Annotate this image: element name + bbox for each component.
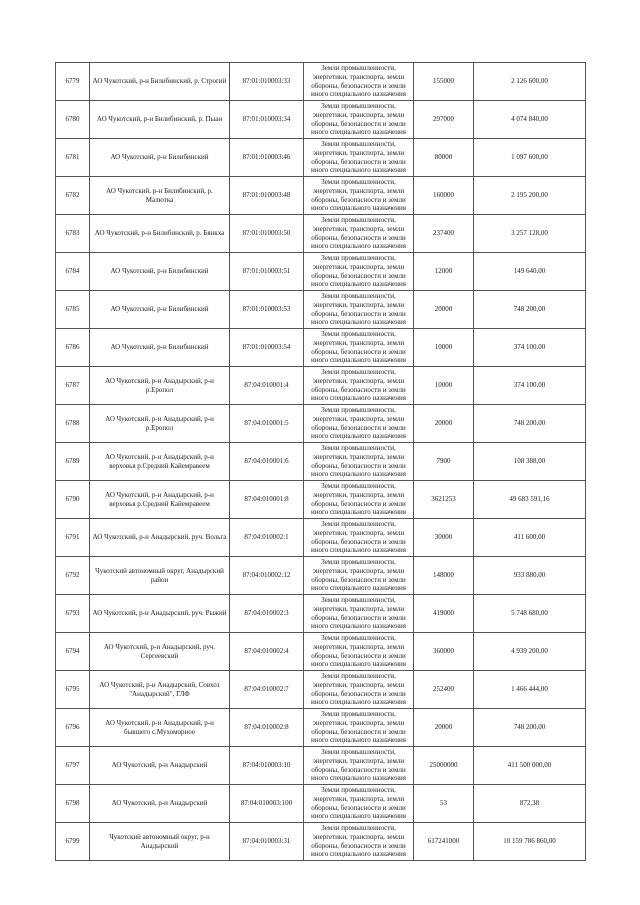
area-cell: 25000000	[414, 747, 474, 785]
table-row	[56, 367, 586, 405]
area-cell: 10000	[414, 329, 474, 367]
table-row	[56, 671, 586, 709]
area-cell: 360000	[414, 633, 474, 671]
location-cell: АО Чукотский, р-н Анадырский, Совхоз "Анадырский", ГЛФ	[90, 671, 230, 709]
land-category-cell: Земли промышленности, энергетики, транспорта, земли обороны, безопасности и земли иного специального назначения	[304, 63, 414, 101]
row-number-cell: 6788	[56, 405, 90, 443]
area-cell: 20000	[414, 709, 474, 747]
cadastral-number-cell: 87:04:010003:100	[230, 785, 304, 823]
land-category-cell: Земли промышленности, энергетики, транспорта, земли обороны, безопасности и земли иного специального назначения	[304, 481, 414, 519]
cadastral-number-cell: 87:01:010003:53	[230, 291, 304, 329]
cadastral-number-cell: 87:04:010002:3	[230, 595, 304, 633]
land-category-cell: Земли промышленности, энергетики, транспорта, земли обороны, безопасности и земли иного специального назначения	[304, 671, 414, 709]
table-row	[56, 785, 586, 823]
table-row	[56, 557, 586, 595]
cadastral-number-cell: 87:04:010001:4	[230, 367, 304, 405]
table-row	[56, 101, 586, 139]
cadastral-number-cell: 87:01:010003:51	[230, 253, 304, 291]
table-row	[56, 215, 586, 253]
cadastral-number-cell: 87:04:010003:10	[230, 747, 304, 785]
location-cell: АО Чукотский, р-н Билибинский, р. Бянкха	[90, 215, 230, 253]
location-cell: АО Чукотский, р-н Анадырский	[90, 747, 230, 785]
location-cell: АО Чукотский, р-н Анадырский, руч. Рыжий	[90, 595, 230, 633]
row-number-cell: 6792	[56, 557, 90, 595]
location-cell: АО Чукотский, р-н Билибинский, р. Строгий	[90, 63, 230, 101]
area-cell: 617241000	[414, 823, 474, 861]
location-cell: АО Чукотский, р-н Анадырский, р-н р.Еропол	[90, 405, 230, 443]
row-number-cell: 6791	[56, 519, 90, 557]
value-cell: 933 880,00	[474, 557, 586, 595]
area-cell: 3621253	[414, 481, 474, 519]
land-category-cell: Земли промышленности, энергетики, транспорта, земли обороны, безопасности и земли иного специального назначения	[304, 215, 414, 253]
area-cell: 155000	[414, 63, 474, 101]
value-cell: 4 074 840,00	[474, 101, 586, 139]
location-cell: АО Чукотский, р-н Билибинский	[90, 329, 230, 367]
area-cell: 7900	[414, 443, 474, 481]
cadastral-number-cell: 87:04:010002:1	[230, 519, 304, 557]
land-category-cell: Земли промышленности, энергетики, транспорта, земли обороны, безопасности и земли иного специального назначения	[304, 291, 414, 329]
land-category-cell: Земли промышленности, энергетики, транспорта, земли обороны, безопасности и земли иного специального назначения	[304, 823, 414, 861]
cadastral-number-cell: 87:01:010003:48	[230, 177, 304, 215]
cadastral-number-cell: 87:04:010002:4	[230, 633, 304, 671]
value-cell: 748 200,00	[474, 709, 586, 747]
land-category-cell: Земли промышленности, энергетики, транспорта, земли обороны, безопасности и земли иного специального назначения	[304, 785, 414, 823]
table-row	[56, 405, 586, 443]
cadastral-number-cell: 87:01:010003:50	[230, 215, 304, 253]
table-row	[56, 443, 586, 481]
land-category-cell: Земли промышленности, энергетики, транспорта, земли обороны, безопасности и земли иного специального назначения	[304, 101, 414, 139]
row-number-cell: 6786	[56, 329, 90, 367]
table-row	[56, 747, 586, 785]
cadastral-number-cell: 87:04:010002:8	[230, 709, 304, 747]
location-cell: АО Чукотский, р-н Анадырский, р-н верховья р.Средний Кайемравеем	[90, 481, 230, 519]
location-cell: АО Чукотский, р-н Анадырский, руч. Сергеевский	[90, 633, 230, 671]
cadastral-number-cell: 87:04:010001:5	[230, 405, 304, 443]
value-cell: 3 257 128,00	[474, 215, 586, 253]
row-number-cell: 6793	[56, 595, 90, 633]
area-cell: 252400	[414, 671, 474, 709]
land-category-cell: Земли промышленности, энергетики, транспорта, земли обороны, безопасности и земли иного специального назначения	[304, 557, 414, 595]
value-cell: 1 466 444,00	[474, 671, 586, 709]
location-cell: АО Чукотский, р-н Анадырский, р-н бывшего с.Мухоморное	[90, 709, 230, 747]
land-category-cell: Земли промышленности, энергетики, транспорта, земли обороны, безопасности и земли иного специального назначения	[304, 595, 414, 633]
location-cell: Чукотский автономный округ, р-н Анадырский	[90, 823, 230, 861]
value-cell: 411 600,00	[474, 519, 586, 557]
area-cell: 20000	[414, 291, 474, 329]
land-parcels-table	[55, 62, 586, 861]
table-row	[56, 823, 586, 861]
value-cell: 872,38	[474, 785, 586, 823]
location-cell: АО Чукотский, р-н Билибинский	[90, 291, 230, 329]
value-cell: 4 939 200,00	[474, 633, 586, 671]
value-cell: 149 640,00	[474, 253, 586, 291]
land-category-cell: Земли промышленности, энергетики, транспорта, земли обороны, безопасности и земли иного специального назначения	[304, 329, 414, 367]
table-row	[56, 519, 586, 557]
value-cell: 748 200,00	[474, 291, 586, 329]
land-category-cell: Земли промышленности, энергетики, транспорта, земли обороны, безопасности и земли иного специального назначения	[304, 747, 414, 785]
location-cell: АО Чукотский, р-н Билибинский, р. Пыан	[90, 101, 230, 139]
table-row	[56, 291, 586, 329]
area-cell: 419000	[414, 595, 474, 633]
value-cell: 1 097 600,00	[474, 139, 586, 177]
area-cell: 80000	[414, 139, 474, 177]
area-cell: 160000	[414, 177, 474, 215]
area-cell: 10000	[414, 367, 474, 405]
location-cell: Чукотский автономный округ, Анадырский район	[90, 557, 230, 595]
table-row	[56, 329, 586, 367]
location-cell: АО Чукотский, р-н Анадырский	[90, 785, 230, 823]
value-cell: 374 100,00	[474, 367, 586, 405]
value-cell: 10 159 786 860,00	[474, 823, 586, 861]
area-cell: 30000	[414, 519, 474, 557]
location-cell: АО Чукотский, р-н Билибинский, р. Малютка	[90, 177, 230, 215]
area-cell: 237400	[414, 215, 474, 253]
location-cell: АО Чукотский, р-н Анадырский, руч. Вольга	[90, 519, 230, 557]
cadastral-number-cell: 87:01:010003:46	[230, 139, 304, 177]
row-number-cell: 6799	[56, 823, 90, 861]
location-cell: АО Чукотский, р-н Анадырский, р-н р.Еропол	[90, 367, 230, 405]
table-row	[56, 139, 586, 177]
cadastral-number-cell: 87:04:010001:6	[230, 443, 304, 481]
table-row	[56, 63, 586, 101]
cadastral-number-cell: 87:01:010003:54	[230, 329, 304, 367]
row-number-cell: 6787	[56, 367, 90, 405]
area-cell: 297000	[414, 101, 474, 139]
table-row	[56, 633, 586, 671]
cadastral-number-cell: 87:04:010001:8	[230, 481, 304, 519]
value-cell: 5 748 680,00	[474, 595, 586, 633]
area-cell: 148000	[414, 557, 474, 595]
area-cell: 12000	[414, 253, 474, 291]
value-cell: 2 126 600,00	[474, 63, 586, 101]
value-cell: 411 500 000,00	[474, 747, 586, 785]
land-category-cell: Земли промышленности, энергетики, транспорта, земли обороны, безопасности и земли иного специального назначения	[304, 253, 414, 291]
row-number-cell: 6780	[56, 101, 90, 139]
row-number-cell: 6785	[56, 291, 90, 329]
row-number-cell: 6783	[56, 215, 90, 253]
row-number-cell: 6784	[56, 253, 90, 291]
location-cell: АО Чукотский, р-н Билибинский	[90, 253, 230, 291]
land-category-cell: Земли промышленности, энергетики, транспорта, земли обороны, безопасности и земли иного специального назначения	[304, 405, 414, 443]
cadastral-number-cell: 87:04:010003:31	[230, 823, 304, 861]
cadastral-number-cell: 87:04:010002:7	[230, 671, 304, 709]
land-category-cell: Земли промышленности, энергетики, транспорта, земли обороны, безопасности и земли иного специального назначения	[304, 519, 414, 557]
area-cell: 20000	[414, 405, 474, 443]
row-number-cell: 6782	[56, 177, 90, 215]
location-cell: АО Чукотский, р-н Анадырский, р-н верховья р.Средний Кайемравеем	[90, 443, 230, 481]
area-cell: 53	[414, 785, 474, 823]
land-category-cell: Земли промышленности, энергетики, транспорта, земли обороны, безопасности и земли иного специального назначения	[304, 139, 414, 177]
table-row	[56, 595, 586, 633]
row-number-cell: 6797	[56, 747, 90, 785]
land-category-cell: Земли промышленности, энергетики, транспорта, земли обороны, безопасности и земли иного специального назначения	[304, 633, 414, 671]
land-category-cell: Земли промышленности, энергетики, транспорта, земли обороны, безопасности и земли иного специального назначения	[304, 177, 414, 215]
land-category-cell: Земли промышленности, энергетики, транспорта, земли обороны, безопасности и земли иного специального назначения	[304, 709, 414, 747]
table-row	[56, 481, 586, 519]
location-cell: АО Чукотский, р-н Билибинский	[90, 139, 230, 177]
row-number-cell: 6790	[56, 481, 90, 519]
cadastral-number-cell: 87:01:010003:33	[230, 63, 304, 101]
row-number-cell: 6798	[56, 785, 90, 823]
row-number-cell: 6794	[56, 633, 90, 671]
value-cell: 108 388,00	[474, 443, 586, 481]
row-number-cell: 6796	[56, 709, 90, 747]
table-row	[56, 709, 586, 747]
value-cell: 49 683 591,16	[474, 481, 586, 519]
land-category-cell: Земли промышленности, энергетики, транспорта, земли обороны, безопасности и земли иного специального назначения	[304, 443, 414, 481]
table-row	[56, 177, 586, 215]
value-cell: 374 100,00	[474, 329, 586, 367]
cadastral-number-cell: 87:01:010003:34	[230, 101, 304, 139]
land-category-cell: Земли промышленности, энергетики, транспорта, земли обороны, безопасности и земли иного специального назначения	[304, 367, 414, 405]
row-number-cell: 6795	[56, 671, 90, 709]
table-body	[56, 63, 586, 861]
row-number-cell: 6779	[56, 63, 90, 101]
table-row	[56, 253, 586, 291]
value-cell: 2 195 200,00	[474, 177, 586, 215]
row-number-cell: 6781	[56, 139, 90, 177]
value-cell: 748 200,00	[474, 405, 586, 443]
cadastral-number-cell: 87:04:010002:12	[230, 557, 304, 595]
row-number-cell: 6789	[56, 443, 90, 481]
